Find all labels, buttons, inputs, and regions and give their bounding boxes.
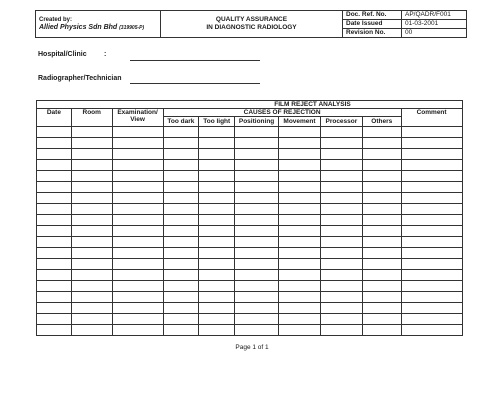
cell-processor[interactable] bbox=[320, 237, 362, 248]
cell-room[interactable] bbox=[71, 248, 112, 259]
cell-too-dark[interactable] bbox=[163, 292, 199, 303]
cell-positioning[interactable] bbox=[235, 248, 279, 259]
cell-date[interactable] bbox=[37, 215, 72, 226]
title-spacer-left bbox=[37, 101, 164, 109]
col-header-positioning: Positioning bbox=[235, 117, 279, 127]
cell-others[interactable] bbox=[362, 292, 401, 303]
doc-ref-value: AP/QADR/F001 bbox=[402, 11, 467, 20]
cell-too-dark[interactable] bbox=[163, 270, 199, 281]
cell-room[interactable] bbox=[71, 160, 112, 171]
cell-date[interactable] bbox=[37, 204, 72, 215]
cell-examination[interactable] bbox=[112, 237, 163, 248]
cell-positioning[interactable] bbox=[235, 325, 279, 336]
table-row bbox=[37, 182, 463, 193]
cell-too-light[interactable] bbox=[199, 215, 235, 226]
cell-movement[interactable] bbox=[279, 226, 321, 237]
cell-room[interactable] bbox=[71, 193, 112, 204]
table-row bbox=[37, 193, 463, 204]
cell-movement[interactable] bbox=[279, 193, 321, 204]
cell-movement[interactable] bbox=[279, 281, 321, 292]
cell-positioning[interactable] bbox=[235, 193, 279, 204]
cell-too-dark[interactable] bbox=[163, 171, 199, 182]
cell-processor[interactable] bbox=[320, 270, 362, 281]
cell-others[interactable] bbox=[362, 237, 401, 248]
cell-positioning[interactable] bbox=[235, 281, 279, 292]
hospital-label: Hospital/Clinic bbox=[38, 51, 87, 58]
cell-examination[interactable] bbox=[112, 270, 163, 281]
cell-too-light[interactable] bbox=[199, 171, 235, 182]
table-row bbox=[37, 248, 463, 259]
cell-movement[interactable] bbox=[279, 182, 321, 193]
table-row bbox=[37, 226, 463, 237]
cell-positioning[interactable] bbox=[235, 215, 279, 226]
cell-too-dark[interactable] bbox=[163, 138, 199, 149]
cell-too-light[interactable] bbox=[199, 314, 235, 325]
cell-movement[interactable] bbox=[279, 204, 321, 215]
cell-too-light[interactable] bbox=[199, 160, 235, 171]
creator-cell bbox=[36, 11, 161, 38]
cell-positioning[interactable] bbox=[235, 270, 279, 281]
cell-processor[interactable] bbox=[320, 303, 362, 314]
cell-movement[interactable] bbox=[279, 303, 321, 314]
cell-positioning[interactable] bbox=[235, 149, 279, 160]
cell-too-dark[interactable] bbox=[163, 281, 199, 292]
cell-examination[interactable] bbox=[112, 314, 163, 325]
cell-room[interactable] bbox=[71, 237, 112, 248]
cell-others[interactable] bbox=[362, 248, 401, 259]
cell-room[interactable] bbox=[71, 226, 112, 237]
cell-comment[interactable] bbox=[401, 204, 462, 215]
table-row bbox=[37, 325, 463, 336]
cell-too-dark[interactable] bbox=[163, 193, 199, 204]
title-line-1: QUALITY ASSURANCE bbox=[215, 16, 288, 23]
cell-processor[interactable] bbox=[320, 138, 362, 149]
created-by-label: Created by: bbox=[39, 17, 73, 23]
cell-examination[interactable] bbox=[112, 160, 163, 171]
cell-too-light[interactable] bbox=[199, 237, 235, 248]
cell-date[interactable] bbox=[37, 270, 72, 281]
cell-too-light[interactable] bbox=[199, 303, 235, 314]
table-row bbox=[37, 149, 463, 160]
cell-processor[interactable] bbox=[320, 325, 362, 336]
cell-comment[interactable] bbox=[401, 149, 462, 160]
cell-comment[interactable] bbox=[401, 160, 462, 171]
cell-date[interactable] bbox=[37, 171, 72, 182]
cell-room[interactable] bbox=[71, 215, 112, 226]
cell-others[interactable] bbox=[362, 127, 401, 138]
cell-room[interactable] bbox=[71, 182, 112, 193]
cell-date[interactable] bbox=[37, 281, 72, 292]
cell-processor[interactable] bbox=[320, 160, 362, 171]
cell-examination[interactable] bbox=[112, 226, 163, 237]
cell-date[interactable] bbox=[37, 138, 72, 149]
revision-label: Revision No. bbox=[343, 29, 402, 38]
cell-positioning[interactable] bbox=[235, 303, 279, 314]
cell-date[interactable] bbox=[37, 193, 72, 204]
cell-date[interactable] bbox=[37, 226, 72, 237]
cell-examination[interactable] bbox=[112, 193, 163, 204]
cell-movement[interactable] bbox=[279, 259, 321, 270]
cell-examination[interactable] bbox=[112, 292, 163, 303]
cell-processor[interactable] bbox=[320, 215, 362, 226]
table-row bbox=[37, 270, 463, 281]
exam-line-1: Examination/ bbox=[117, 109, 158, 116]
cell-too-light[interactable] bbox=[199, 248, 235, 259]
film-reject-table bbox=[36, 100, 463, 336]
cell-others[interactable] bbox=[362, 193, 401, 204]
cell-others[interactable] bbox=[362, 325, 401, 336]
cell-examination[interactable] bbox=[112, 171, 163, 182]
table-title: FILM REJECT ANALYSIS bbox=[163, 101, 462, 109]
cell-comment[interactable] bbox=[401, 182, 462, 193]
cell-date[interactable] bbox=[37, 259, 72, 270]
cell-comment[interactable] bbox=[401, 226, 462, 237]
cell-processor[interactable] bbox=[320, 292, 362, 303]
cell-others[interactable] bbox=[362, 270, 401, 281]
date-issued-label: Date Issued bbox=[343, 20, 402, 29]
cell-others[interactable] bbox=[362, 281, 401, 292]
title-line-2: IN DIAGNOSTIC RADIOLOGY bbox=[206, 24, 297, 31]
table-row bbox=[37, 204, 463, 215]
cell-others[interactable] bbox=[362, 149, 401, 160]
table-row bbox=[37, 215, 463, 226]
doc-ref-label: Doc. Ref. No. bbox=[343, 11, 402, 20]
table-row bbox=[37, 138, 463, 149]
cell-room[interactable] bbox=[71, 281, 112, 292]
exam-line-2: View bbox=[130, 116, 145, 123]
col-header-processor: Processor bbox=[320, 117, 362, 127]
cell-too-light[interactable] bbox=[199, 259, 235, 270]
cell-positioning[interactable] bbox=[235, 138, 279, 149]
radiographer-label: Radiographer/Technician bbox=[38, 75, 122, 82]
cell-examination[interactable] bbox=[112, 204, 163, 215]
cell-too-light[interactable] bbox=[199, 292, 235, 303]
cell-too-light[interactable] bbox=[199, 226, 235, 237]
cell-room[interactable] bbox=[71, 303, 112, 314]
cell-movement[interactable] bbox=[279, 270, 321, 281]
cell-room[interactable] bbox=[71, 325, 112, 336]
col-header-too-light: Too light bbox=[199, 117, 235, 127]
cell-comment[interactable] bbox=[401, 215, 462, 226]
cell-date[interactable] bbox=[37, 325, 72, 336]
table-row bbox=[37, 281, 463, 292]
cell-comment[interactable] bbox=[401, 270, 462, 281]
cell-comment[interactable] bbox=[401, 303, 462, 314]
table-row bbox=[37, 259, 463, 270]
cell-comment[interactable] bbox=[401, 281, 462, 292]
cell-processor[interactable] bbox=[320, 226, 362, 237]
radiographer-input-line[interactable] bbox=[130, 83, 260, 84]
cell-too-light[interactable] bbox=[199, 325, 235, 336]
cell-processor[interactable] bbox=[320, 204, 362, 215]
table-row bbox=[37, 171, 463, 182]
cell-movement[interactable] bbox=[279, 138, 321, 149]
table-row bbox=[37, 160, 463, 171]
cell-too-dark[interactable] bbox=[163, 127, 199, 138]
cell-too-dark[interactable] bbox=[163, 325, 199, 336]
cell-date[interactable] bbox=[37, 160, 72, 171]
cell-examination[interactable] bbox=[112, 325, 163, 336]
cell-date[interactable] bbox=[37, 182, 72, 193]
cell-date[interactable] bbox=[37, 237, 72, 248]
cell-room[interactable] bbox=[71, 138, 112, 149]
cell-too-dark[interactable] bbox=[163, 248, 199, 259]
cell-date[interactable] bbox=[37, 292, 72, 303]
table-row bbox=[37, 237, 463, 248]
cell-positioning[interactable] bbox=[235, 160, 279, 171]
cell-too-dark[interactable] bbox=[163, 303, 199, 314]
title-spacer-right bbox=[462, 101, 463, 109]
cell-movement[interactable] bbox=[279, 127, 321, 138]
cell-too-dark[interactable] bbox=[163, 314, 199, 325]
cell-too-dark[interactable] bbox=[163, 149, 199, 160]
cell-room[interactable] bbox=[71, 204, 112, 215]
cell-date[interactable] bbox=[37, 149, 72, 160]
cell-examination[interactable] bbox=[112, 281, 163, 292]
cell-room[interactable] bbox=[71, 127, 112, 138]
cell-date[interactable] bbox=[37, 314, 72, 325]
cell-movement[interactable] bbox=[279, 215, 321, 226]
col-header-others: Others bbox=[362, 117, 401, 127]
cell-processor[interactable] bbox=[320, 314, 362, 325]
table-row bbox=[37, 127, 463, 138]
page-number: Page 1 of 1 bbox=[235, 344, 269, 351]
cell-comment[interactable] bbox=[401, 237, 462, 248]
cell-movement[interactable] bbox=[279, 237, 321, 248]
cell-room[interactable] bbox=[71, 171, 112, 182]
cell-positioning[interactable] bbox=[235, 314, 279, 325]
cell-too-dark[interactable] bbox=[163, 215, 199, 226]
cell-others[interactable] bbox=[362, 314, 401, 325]
cell-positioning[interactable] bbox=[235, 182, 279, 193]
cell-others[interactable] bbox=[362, 160, 401, 171]
cell-too-dark[interactable] bbox=[163, 204, 199, 215]
cell-too-light[interactable] bbox=[199, 204, 235, 215]
col-header-too-dark: Too dark bbox=[163, 117, 199, 127]
cell-too-dark[interactable] bbox=[163, 226, 199, 237]
cell-room[interactable] bbox=[71, 292, 112, 303]
cell-comment[interactable] bbox=[401, 193, 462, 204]
col-header-room: Room bbox=[71, 109, 112, 127]
cell-positioning[interactable] bbox=[235, 237, 279, 248]
cell-movement[interactable] bbox=[279, 248, 321, 259]
cell-comment[interactable] bbox=[401, 127, 462, 138]
cell-processor[interactable] bbox=[320, 193, 362, 204]
cell-positioning[interactable] bbox=[235, 171, 279, 182]
cell-movement[interactable] bbox=[279, 314, 321, 325]
col-header-comment: Comment bbox=[401, 109, 462, 127]
cell-processor[interactable] bbox=[320, 248, 362, 259]
cell-movement[interactable] bbox=[279, 171, 321, 182]
cell-room[interactable] bbox=[71, 149, 112, 160]
cell-date[interactable] bbox=[37, 303, 72, 314]
cell-processor[interactable] bbox=[320, 259, 362, 270]
cell-comment[interactable] bbox=[401, 138, 462, 149]
cell-positioning[interactable] bbox=[235, 259, 279, 270]
cell-movement[interactable] bbox=[279, 325, 321, 336]
cell-too-light[interactable] bbox=[199, 182, 235, 193]
cell-others[interactable] bbox=[362, 138, 401, 149]
cell-examination[interactable] bbox=[112, 182, 163, 193]
cell-comment[interactable] bbox=[401, 292, 462, 303]
cell-positioning[interactable] bbox=[235, 204, 279, 215]
col-header-movement: Movement bbox=[279, 117, 321, 127]
hospital-colon: : bbox=[104, 51, 107, 58]
cell-examination[interactable] bbox=[112, 248, 163, 259]
document-header bbox=[35, 10, 467, 38]
company-name: Allied Physics Sdn Bhd (319905-P) bbox=[39, 24, 145, 31]
cell-room[interactable] bbox=[71, 259, 112, 270]
cell-room[interactable] bbox=[71, 314, 112, 325]
cell-others[interactable] bbox=[362, 259, 401, 270]
cell-too-light[interactable] bbox=[199, 270, 235, 281]
col-header-examination bbox=[112, 109, 163, 127]
cell-date[interactable] bbox=[37, 127, 72, 138]
cell-too-light[interactable] bbox=[199, 127, 235, 138]
cell-comment[interactable] bbox=[401, 314, 462, 325]
cell-positioning[interactable] bbox=[235, 226, 279, 237]
cell-too-dark[interactable] bbox=[163, 182, 199, 193]
cell-too-light[interactable] bbox=[199, 149, 235, 160]
cell-movement[interactable] bbox=[279, 160, 321, 171]
revision-value: 00 bbox=[402, 29, 467, 38]
cell-examination[interactable] bbox=[112, 259, 163, 270]
cell-examination[interactable] bbox=[112, 303, 163, 314]
cell-others[interactable] bbox=[362, 171, 401, 182]
cell-movement[interactable] bbox=[279, 292, 321, 303]
date-issued-value: 01-03-2001 bbox=[402, 20, 467, 29]
causes-header: CAUSES OF REJECTION bbox=[163, 109, 401, 117]
cell-too-light[interactable] bbox=[199, 193, 235, 204]
cell-others[interactable] bbox=[362, 204, 401, 215]
cell-processor[interactable] bbox=[320, 127, 362, 138]
company-reg: (319905-P) bbox=[119, 25, 145, 31]
cell-examination[interactable] bbox=[112, 138, 163, 149]
cell-comment[interactable] bbox=[401, 259, 462, 270]
cell-too-dark[interactable] bbox=[163, 160, 199, 171]
cell-positioning[interactable] bbox=[235, 127, 279, 138]
table-row bbox=[37, 303, 463, 314]
cell-comment[interactable] bbox=[401, 171, 462, 182]
hospital-input-line[interactable] bbox=[130, 60, 260, 61]
cell-processor[interactable] bbox=[320, 149, 362, 160]
cell-others[interactable] bbox=[362, 226, 401, 237]
cell-too-dark[interactable] bbox=[163, 259, 199, 270]
cell-too-light[interactable] bbox=[199, 281, 235, 292]
cell-others[interactable] bbox=[362, 182, 401, 193]
cell-comment[interactable] bbox=[401, 325, 462, 336]
cell-examination[interactable] bbox=[112, 215, 163, 226]
cell-processor[interactable] bbox=[320, 182, 362, 193]
cell-positioning[interactable] bbox=[235, 292, 279, 303]
cell-too-light[interactable] bbox=[199, 138, 235, 149]
table-row bbox=[37, 314, 463, 325]
cell-others[interactable] bbox=[362, 215, 401, 226]
cell-too-dark[interactable] bbox=[163, 237, 199, 248]
col-header-date: Date bbox=[37, 109, 72, 127]
cell-movement[interactable] bbox=[279, 149, 321, 160]
table-row bbox=[37, 292, 463, 303]
cell-room[interactable] bbox=[71, 270, 112, 281]
cell-comment[interactable] bbox=[401, 248, 462, 259]
cell-processor[interactable] bbox=[320, 281, 362, 292]
cell-date[interactable] bbox=[37, 248, 72, 259]
cell-examination[interactable] bbox=[112, 127, 163, 138]
document-title bbox=[161, 11, 343, 38]
cell-examination[interactable] bbox=[112, 149, 163, 160]
cell-processor[interactable] bbox=[320, 171, 362, 182]
table-body bbox=[37, 127, 463, 336]
cell-others[interactable] bbox=[362, 303, 401, 314]
